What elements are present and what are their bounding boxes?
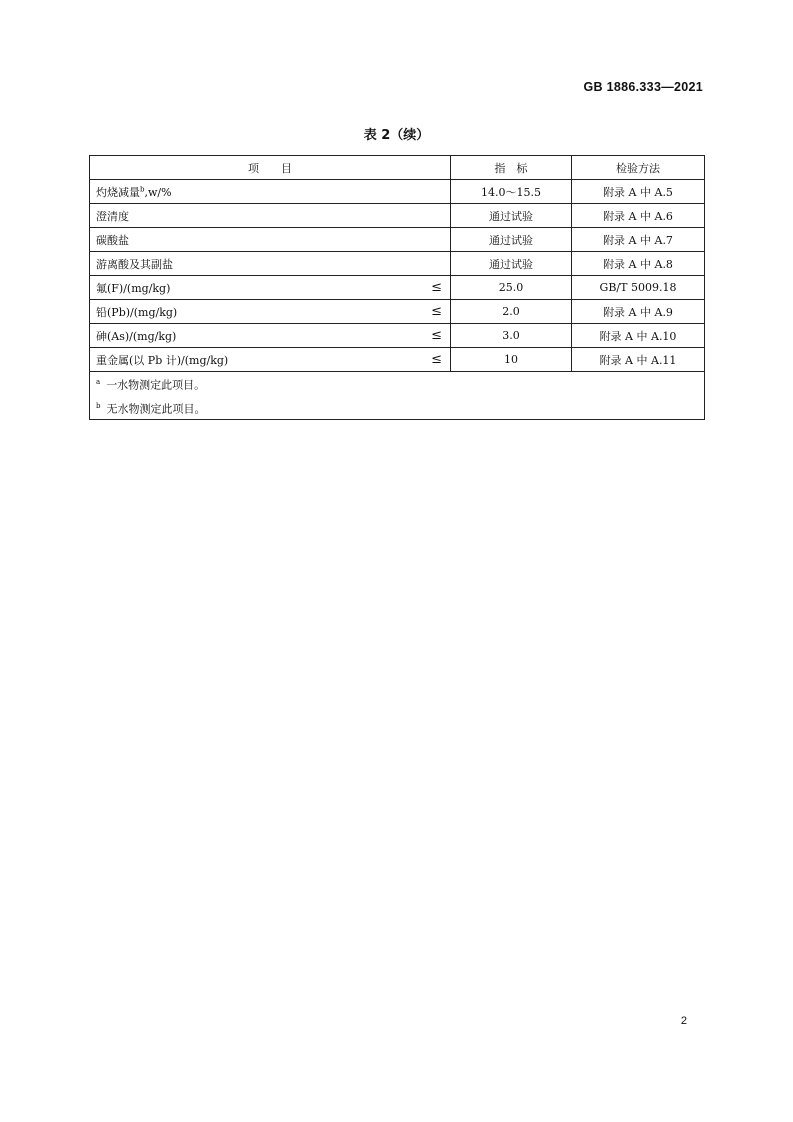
cell-item (90, 180, 451, 204)
table-notes (90, 372, 705, 420)
item-label: 游离酸及其副盐 (96, 257, 173, 271)
specification-table (89, 155, 705, 420)
cell-item (90, 300, 451, 324)
item-label: 重金属(以 Pb 计)/(mg/kg) (96, 353, 229, 367)
item-label: 灼烧减量$^b$,w/% (96, 184, 172, 199)
cell-value: 2.0 (451, 300, 572, 324)
cell-item (90, 348, 451, 372)
table-row (90, 204, 705, 228)
less-equal-sign: ≤ (431, 304, 442, 319)
cell-item (90, 252, 451, 276)
standard-code: GB 1886.333—2021 (583, 80, 703, 94)
cell-value: 通过试验 (451, 204, 572, 228)
cell-method: 附录 A 中 A.11 (572, 348, 705, 372)
item-label: 氟(F)/(mg/kg) (96, 281, 171, 295)
cell-value: 通过试验 (451, 252, 572, 276)
less-equal-sign: ≤ (431, 280, 442, 295)
table-row (90, 252, 705, 276)
cell-item (90, 276, 451, 300)
item-label: 澄清度 (96, 209, 129, 223)
cell-item (90, 228, 451, 252)
cell-item (90, 324, 451, 348)
table-header-row (90, 156, 705, 180)
cell-method: 附录 A 中 A.9 (572, 300, 705, 324)
cell-value: 10 (451, 348, 572, 372)
column-header-item: 项 目 (90, 156, 451, 180)
cell-method: 附录 A 中 A.8 (572, 252, 705, 276)
footnote-mark: b (96, 401, 101, 410)
cell-value: 3.0 (451, 324, 572, 348)
cell-method: 附录 A 中 A.6 (572, 204, 705, 228)
footnote-mark: a (96, 378, 101, 386)
less-equal-sign: ≤ (431, 352, 442, 367)
column-header-method: 检验方法 (572, 156, 705, 180)
cell-method: 附录 A 中 A.5 (572, 180, 705, 204)
page-number: 2 (680, 1015, 687, 1027)
less-equal-sign: ≤ (431, 328, 442, 343)
item-label: 碳酸盐 (96, 233, 129, 247)
cell-method: GB/T 5009.18 (572, 276, 705, 300)
table-row (90, 180, 705, 204)
table-row (90, 276, 705, 300)
cell-item (90, 204, 451, 228)
cell-method: 附录 A 中 A.7 (572, 228, 705, 252)
footnote-reference: b (140, 184, 145, 193)
notes-row (90, 372, 705, 420)
cell-value: 通过试验 (451, 228, 572, 252)
cell-value: 14.0～15.5 (451, 180, 572, 204)
cell-value: 25.0 (451, 276, 572, 300)
table-row (90, 324, 705, 348)
table-title: 表 2（续） (363, 128, 430, 143)
footnote-text: 无水物测定此项目。 (106, 402, 206, 416)
column-header-value: 指 标 (451, 156, 572, 180)
table-row (90, 228, 705, 252)
cell-method: 附录 A 中 A.10 (572, 324, 705, 348)
footnote-b (96, 396, 698, 420)
item-label: 砷(As)/(mg/kg) (96, 329, 177, 343)
footnote-text: 一水物测定此项目。 (106, 378, 206, 392)
table-row (90, 300, 705, 324)
item-label: 铅(Pb)/(mg/kg) (96, 305, 178, 319)
footnote-a (96, 372, 698, 396)
table-row (90, 348, 705, 372)
